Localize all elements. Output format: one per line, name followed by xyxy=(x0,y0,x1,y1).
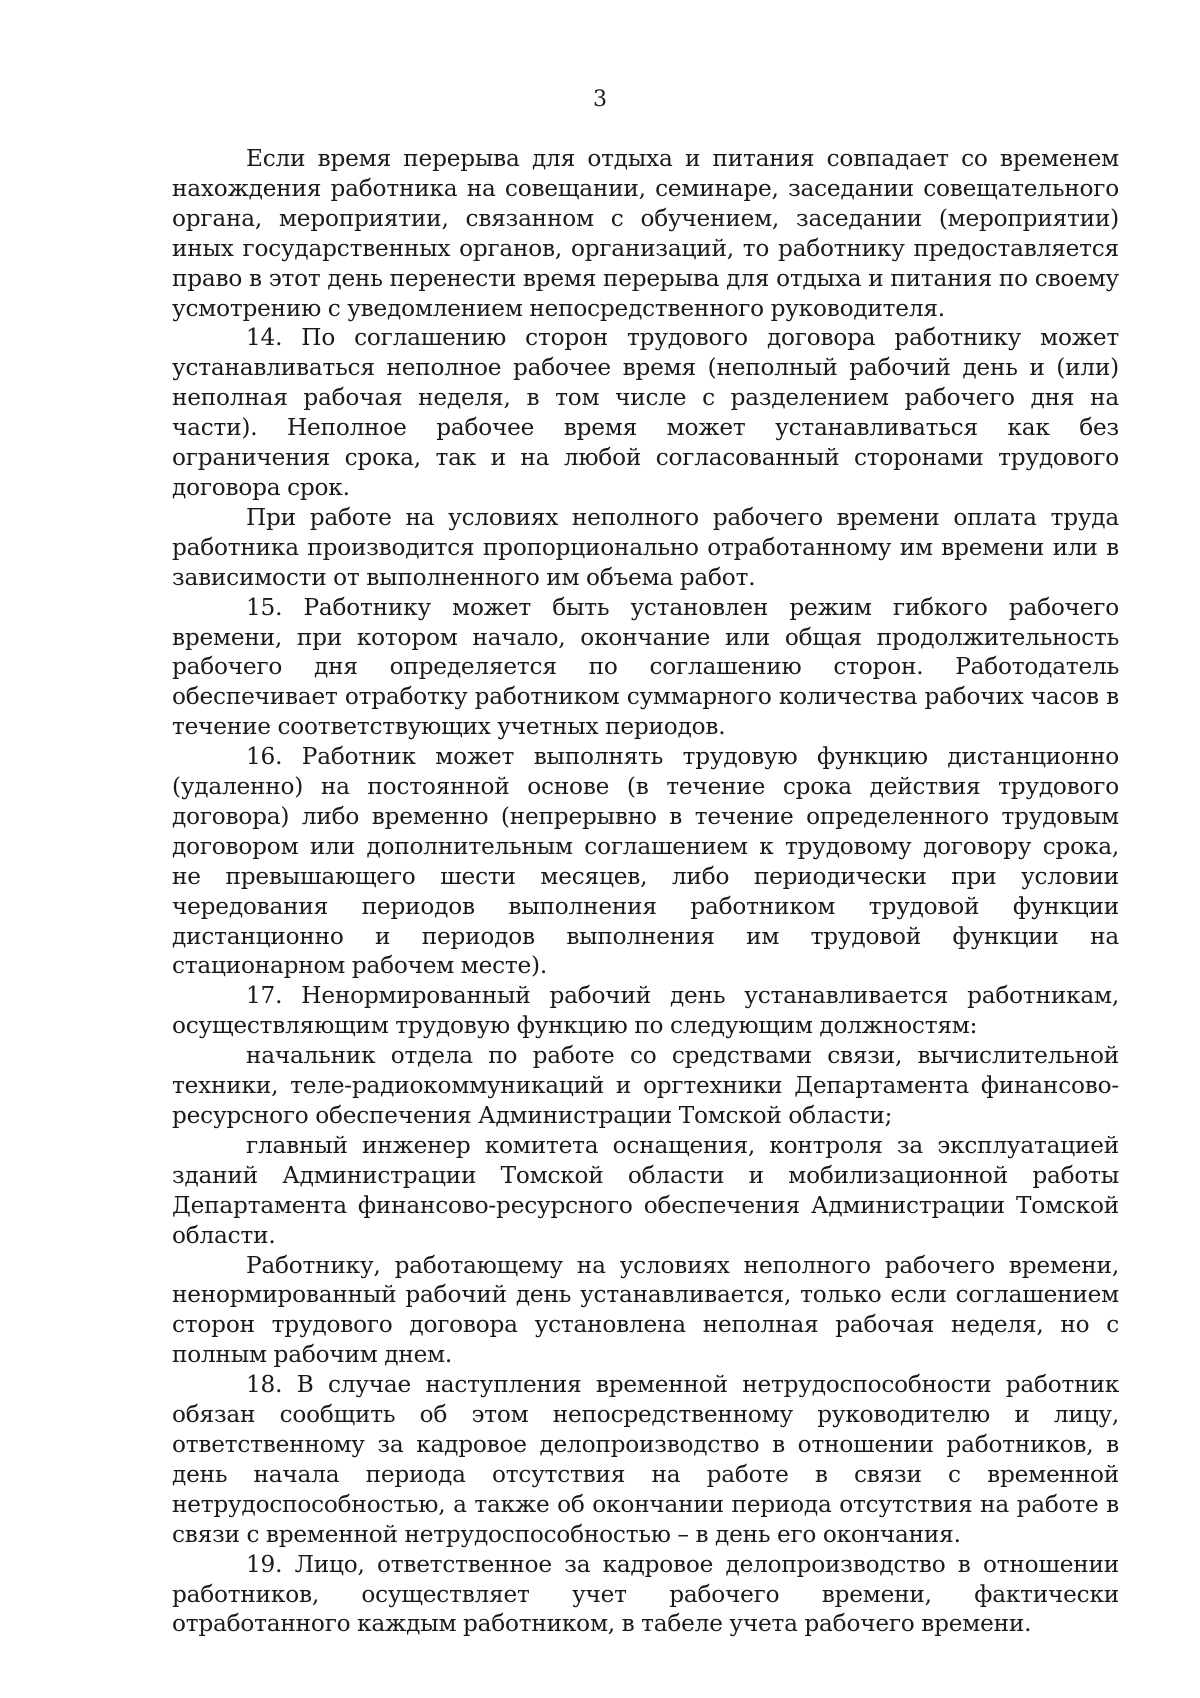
paragraph-14-part-time: 14. По соглашению сторон трудового договора работнику может устанавливаться неполное рабочее время (неполный рабочий день и (или) неполная рабочая неделя, в том числе с разделением рабочего дня на части). Неполное рабочее время может устанавливаться как без ограничения срока, так и на любой согласованный сторонами трудового договора срок. xyxy=(172,324,1119,501)
position-item-chief-engineer: главный инженер комитета оснащения, контроля за эксплуатацией зданий Администрации Томской области и мобилизационной работы Департамента финансово-ресурсного обеспечения Администрации Томской области. xyxy=(172,1131,1119,1249)
paragraph-17-irregular-day: 17. Ненормированный рабочий день устанавливается работникам, осуществляющим трудовую функцию по следующим должностям: xyxy=(172,982,1119,1040)
page-number: 3 xyxy=(593,87,607,112)
position-item-department-head: начальник отдела по работе со средствами связи, вычислительной техники, теле-радиокоммуникаций и оргтехники Департамента финансово-ресурсного обеспечения Администрации Томской области; xyxy=(172,1042,1119,1129)
paragraph-16-remote-work: 16. Работник может выполнять трудовую функцию дистанционно (удаленно) на постоянной основе (в течение срока действия трудового договора) либо временно (непрерывно в течение определенного трудовым договором или дополнительным соглашением к трудовому договору срока, не превышающего шести месяцев, либо периодически при условии чередования периодов выполнения работником трудовой функции дистанционно и периодов выполнения им трудовой функции на стационарном рабочем месте). xyxy=(172,743,1119,980)
paragraph-break-time: Если время перерыва для отдыха и питания совпадает со временем нахождения работника на совещании, семинаре, заседании совещательного органа, мероприятии, связанном с обучением, заседании (мероприятии) иных государственных органов, организаций, то работнику предоставляется право в этот день перенести время перерыва для отдыха и питания по своему усмотрению с уведомлением непосредственного руководителя. xyxy=(172,145,1119,322)
document-body xyxy=(172,144,1119,1639)
paragraph-part-time-pay: При работе на условиях неполного рабочего времени оплата труда работника производится пропорционально отработанному им времени или в зависимости от выполненного им объема работ. xyxy=(172,503,1119,591)
paragraph-irregular-day-part-time: Работнику, работающему на условиях неполного рабочего времени, ненормированный рабочий день устанавливается, только если соглашением сторон трудового договора установлена неполная рабочая неделя, но с полным рабочим днем. xyxy=(172,1251,1119,1369)
paragraph-18-sick-leave: 18. В случае наступления временной нетрудоспособности работник обязан сообщить об этом непосредственному руководителю и лицу, ответственному за кадровое делопроизводство в отношении работников, в день начала периода отсутствия на работе в связи с временной нетрудоспособностью, а также об окончании периода отсутствия на работе в связи с временной нетрудоспособностью – в день его окончания. xyxy=(172,1371,1119,1548)
paragraph-15-flexible-time: 15. Работнику может быть установлен режим гибкого рабочего времени, при котором начало, окончание или общая продолжительность рабочего дня определяется по соглашению сторон. Работодатель обеспечивает отработку работником суммарного количества рабочих часов в течение соответствующих учетных периодов. xyxy=(172,593,1119,741)
paragraph-19-time-tracking: 19. Лицо, ответственное за кадровое делопроизводство в отношении работников, осуществляет учет рабочего времени, фактически отработанного каждым работником, в табеле учета рабочего времени. xyxy=(172,1550,1119,1638)
